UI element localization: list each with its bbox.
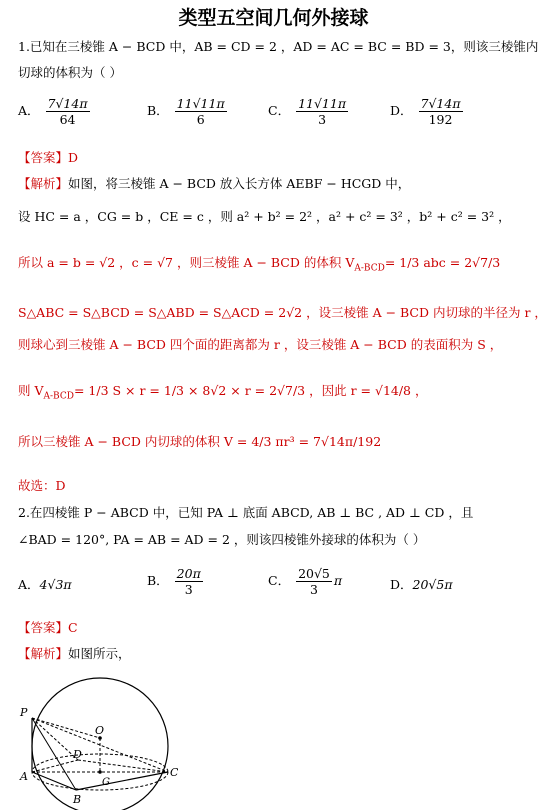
q1-stem-line2: 切球的体积为（ ） [18,65,122,80]
page-title: 类型五空间几何外接球 [178,7,369,29]
q2-option-c[interactable]: C． $\frac{20√5}{3}$ π [268,566,343,597]
label-p: P [20,706,28,719]
q1-option-d[interactable]: D． $\frac{7√14\pi}{192}$ [390,96,461,127]
q1-option-c[interactable]: C． $\frac{11√11\pi}{3}$ [268,96,347,127]
q1-analysis-line2: 设 HC = a ，CG = b ，CE = c ，则 a² + b² = 2² ，a² + c² = 3² ，b² + c² = 3² ， [18,209,511,224]
q1-answer: 【答案】D [18,150,79,165]
q2-answer: 【答案】C [18,620,78,635]
edge-dc [78,760,168,772]
edge-pd [32,718,78,760]
label-g: G [102,777,110,788]
label-b: B [73,793,82,806]
q2-option-a[interactable]: A．4√3π [18,577,72,592]
q1-stem-line1: 1.已知在三棱锥 A − BCD 中，AB = CD = 2 ，AD = AC = BC = BD = 3，则该三棱锥内 [18,39,539,54]
q1-analysis-line6: 则 $V_{A-BCD}= 1/3$ S × r = 1/3 × 8√2 × r = 2√7/3 ，因此 r = √14/8 ， [18,383,428,402]
q1-conclusion: 故选：D [18,478,66,493]
q1-option-a[interactable]: A． $\frac{7√14\pi}{64}$ [18,96,88,127]
label-o: O [95,724,105,737]
label-d: D [73,748,82,761]
edge-ab [32,772,76,790]
q1-analysis-line4: S△ABC = S△BCD = S△ABD = S△ACD = 2√2 ，设三棱锥 A − BCD 内切球的半径为 r ， [18,305,547,320]
q2-option-d[interactable]: D．20√5π [390,577,453,592]
q1-analysis-line5: 则球心到三棱锥 A − BCD 四个面的距离都为 r ，设三棱锥 A − BCD 的表面积为 S ， [18,337,503,352]
q1-analysis-line1: 【解析】如图，将三棱锥 A − BCD 放入长方体 AEBF − HCGD 中， [18,176,411,191]
sphere-pyramid-figure [18,672,178,810]
q1-analysis-line7: 所以三棱锥 A − BCD 内切球的体积 V = 4/3 πr³ = 7√14π/192 [18,434,382,449]
edge-ad [32,760,78,772]
q2-stem-line1: 2.在四棱锥 P − ABCD 中，已知 PA ⊥ 底面 ABCD, AB ⊥ BC , AD ⊥ CD ，且 [18,505,474,520]
q2-analysis: 【解析】如图所示， [18,646,131,661]
label-c: C [170,766,178,779]
q2-stem-line2: ∠BAD = 120°, PA = AB = AD = 2 ，则该四棱锥外接球的体积为（ ） [18,532,426,547]
label-a: A [20,770,28,783]
point-g [98,770,102,774]
q2-option-b[interactable]: B． $\frac{20\pi}{3}$ [147,566,201,597]
q1-analysis-line3: 所以 a = b = √2 ，c = √7 ，则三棱锥 A − BCD 的体积 $V_{A-BCD}= 1/3$ abc = 2√7/3 [18,255,501,274]
q1-option-b[interactable]: B． $\frac{11√11\pi}{6}$ [147,96,225,127]
